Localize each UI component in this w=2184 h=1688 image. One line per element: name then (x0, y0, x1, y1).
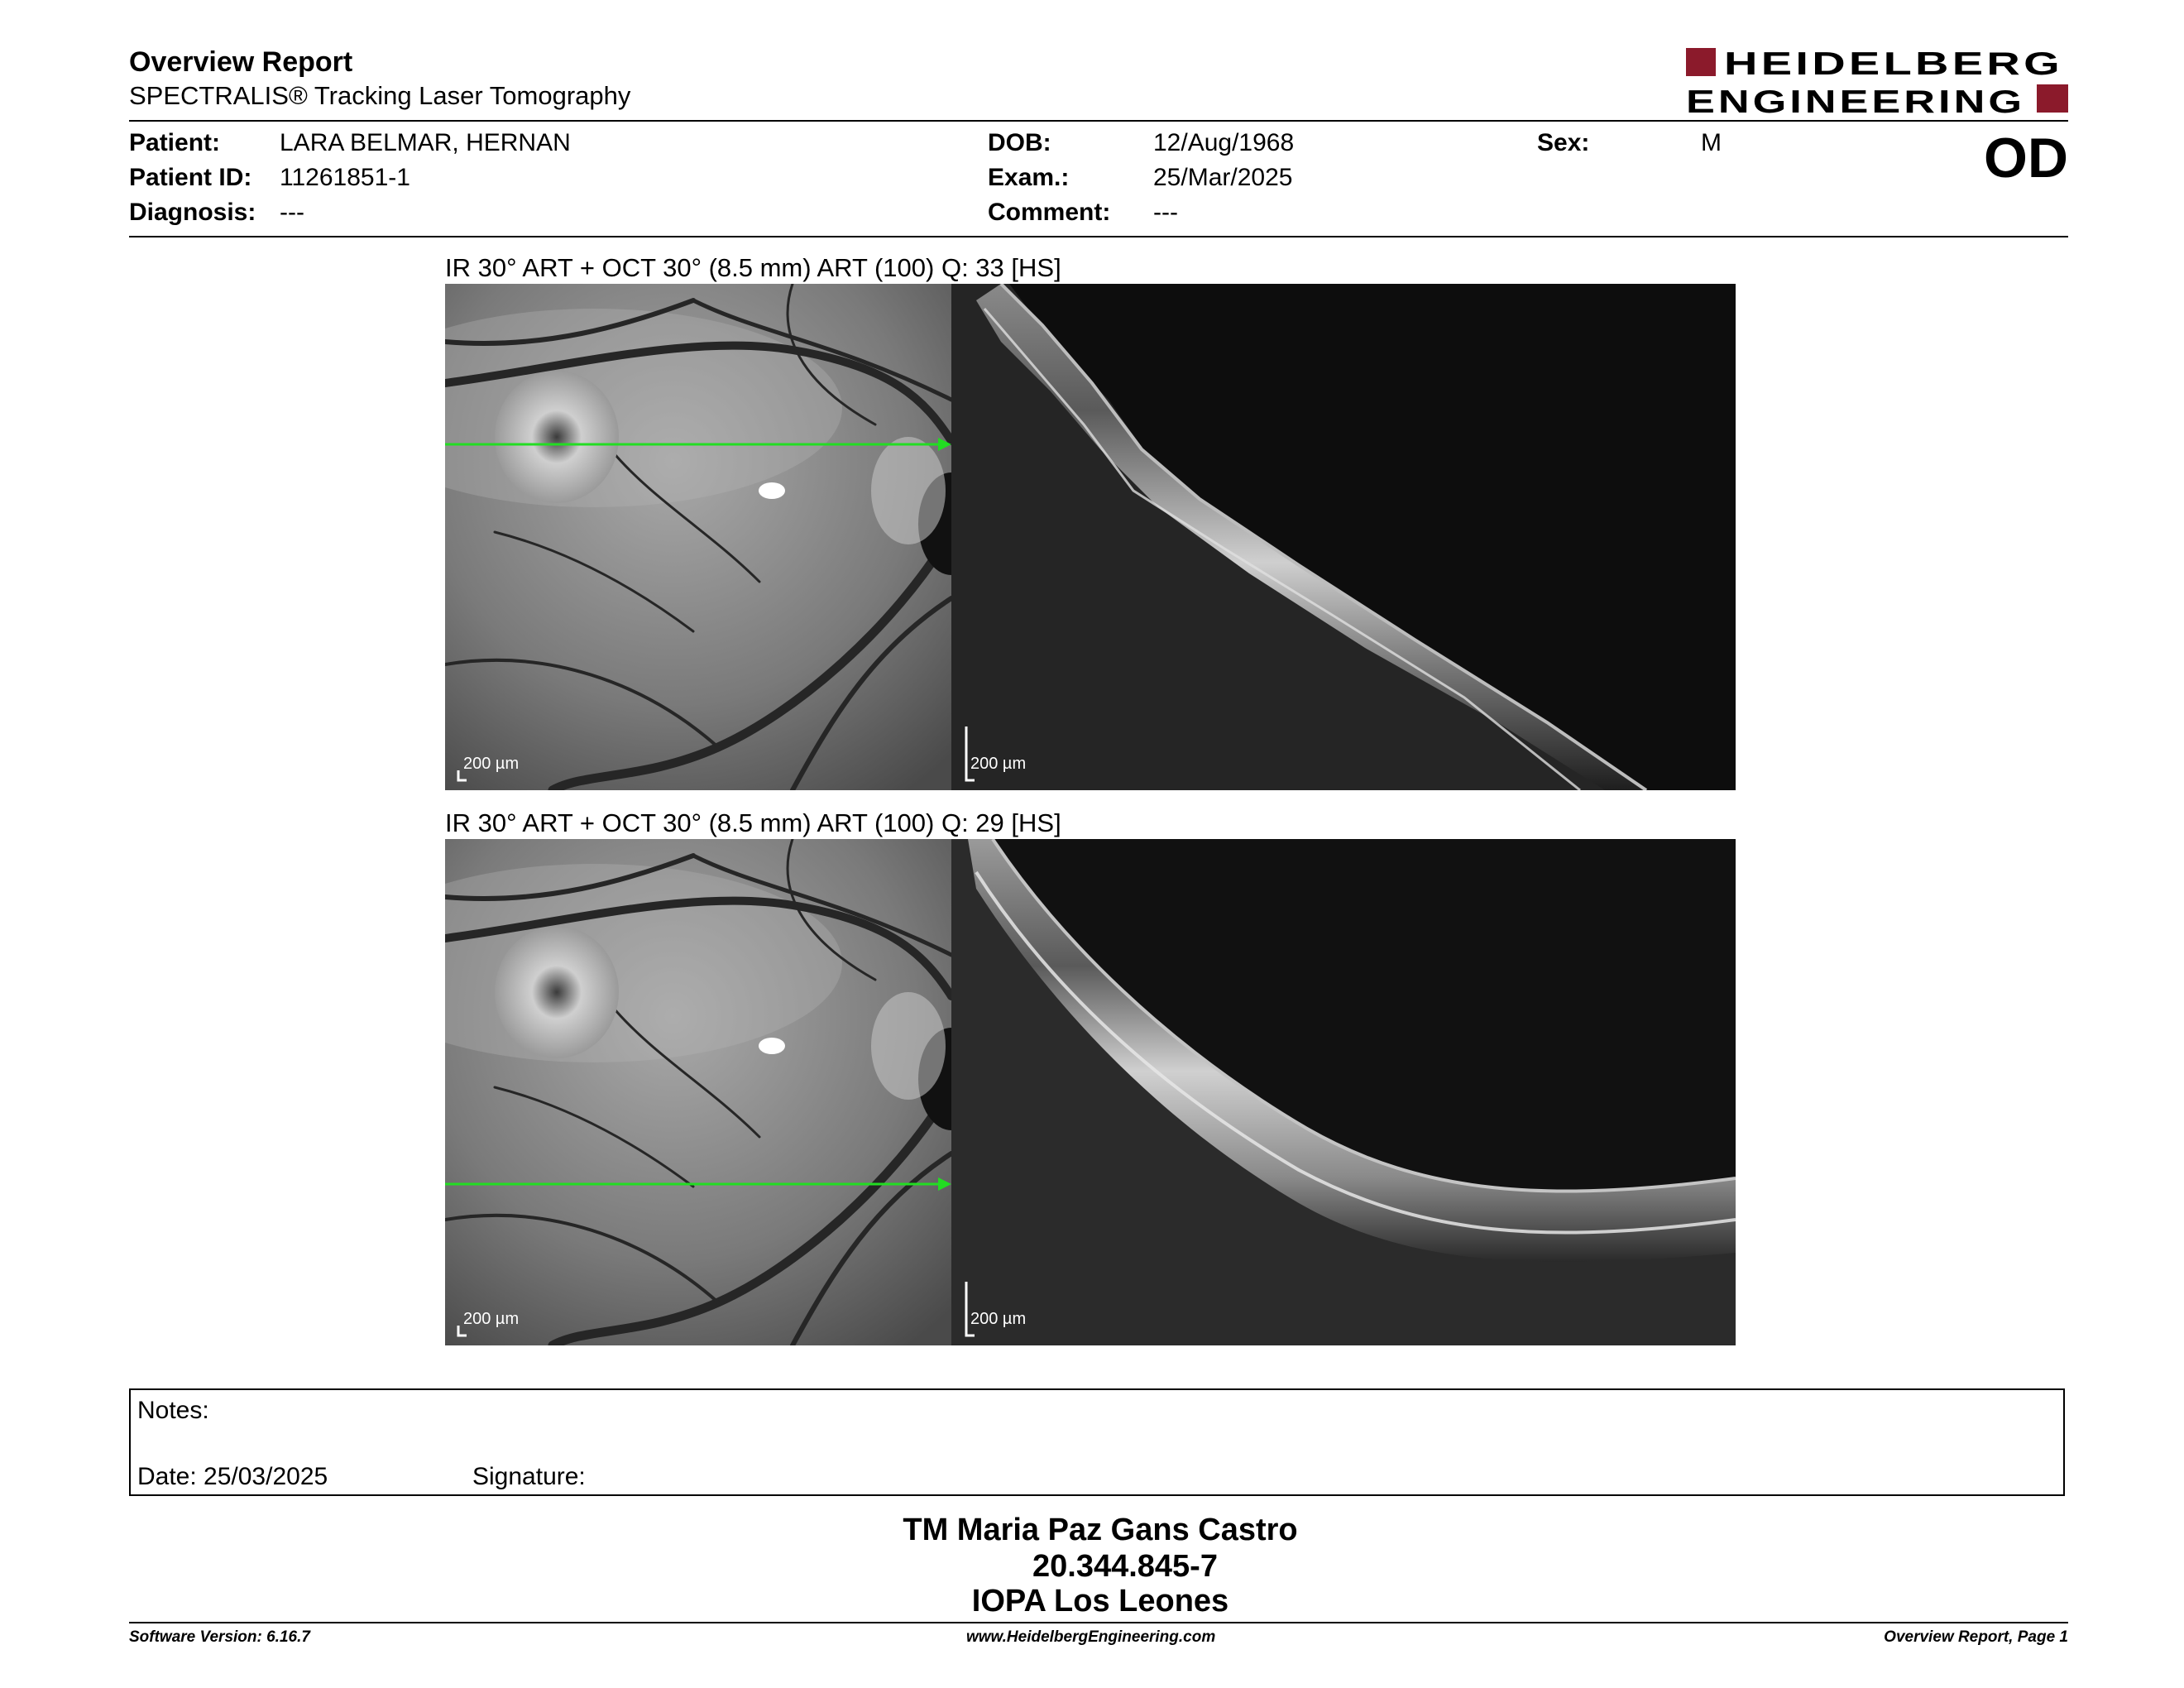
comment-label: Comment: (988, 199, 1111, 226)
scan1-fundus-scale: 200 µm (463, 755, 520, 773)
signature-label: Signature: (472, 1463, 586, 1490)
patient-label: Patient: (129, 129, 221, 156)
scan1-ir-fundus-image (445, 284, 951, 790)
exam-value: 25/Mar/2025 (1153, 164, 1293, 191)
notes-box (129, 1388, 2065, 1496)
eye-indicator: OD (1984, 127, 2068, 189)
scan1-caption: IR 30° ART + OCT 30° (8.5 mm) ART (100) Q: 33 [HS] (445, 253, 1061, 282)
comment-value: --- (1153, 199, 1178, 226)
info-divider (129, 236, 2068, 237)
scan1-oct-scale: 200 µm (970, 755, 1027, 773)
header-divider (129, 120, 2068, 122)
dob-value: 12/Aug/1968 (1153, 129, 1295, 156)
sex-value: M (1701, 129, 1722, 156)
report-title: Overview Report (129, 46, 353, 78)
date-label: Date: 25/03/2025 (137, 1463, 328, 1490)
sex-label: Sex: (1537, 129, 1590, 156)
diagnosis-value: --- (280, 199, 304, 226)
scan2-caption: IR 30° ART + OCT 30° (8.5 mm) ART (100) Q: 29 [HS] (445, 808, 1061, 837)
scan2-oct-scale: 200 µm (970, 1310, 1027, 1328)
scan2-ir-fundus-image (445, 839, 951, 1345)
patient-value: LARA BELMAR, HERNAN (280, 129, 571, 156)
stamp-id: 20.344.845-7 (1032, 1549, 1218, 1584)
page-indicator: Overview Report, Page 1 (1884, 1628, 2068, 1646)
stamp-name: TM Maria Paz Gans Castro (903, 1513, 1298, 1547)
stamp-institution: IOPA Los Leones (971, 1584, 1229, 1618)
notes-label: Notes: (137, 1397, 209, 1424)
website-link[interactable]: www.HeidelbergEngineering.com (966, 1628, 1216, 1646)
logo-line1: HEIDELBERG (1724, 46, 2063, 82)
dob-label: DOB: (988, 129, 1051, 156)
exam-label: Exam.: (988, 164, 1070, 191)
footer-divider (129, 1622, 2068, 1623)
scan1-oct-bscan-image (951, 284, 1736, 790)
heidelberg-logo (1686, 45, 2068, 117)
scan2-oct-bscan-image (951, 839, 1736, 1345)
scan2-fundus-scale: 200 µm (463, 1310, 520, 1328)
patient-id-label: Patient ID: (129, 164, 252, 191)
logo-line2: ENGINEERING (1686, 84, 2025, 117)
report-subtitle: SPECTRALIS® Tracking Laser Tomography (129, 81, 631, 110)
patient-id-value: 11261851-1 (280, 164, 410, 191)
diagnosis-label: Diagnosis: (129, 199, 256, 226)
software-version: Software Version: 6.16.7 (129, 1628, 310, 1646)
